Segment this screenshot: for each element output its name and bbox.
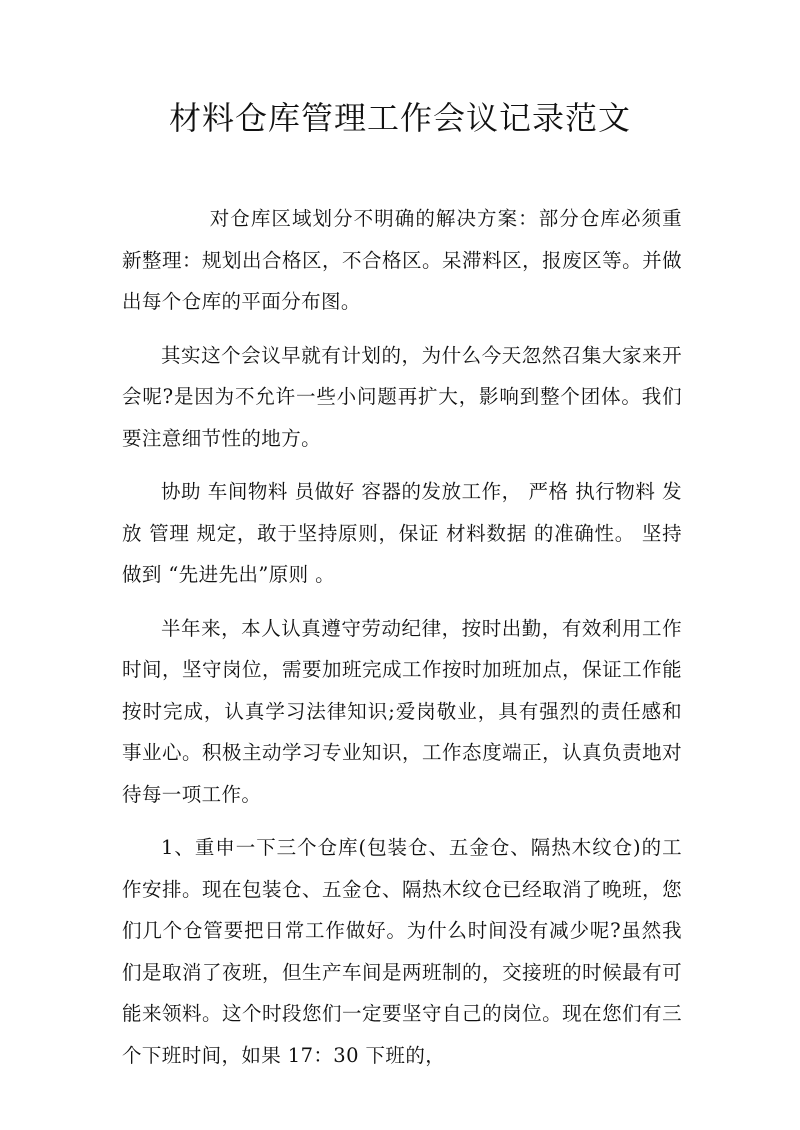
document-body	[122, 198, 682, 1088]
paragraph-warehouse-schedule: 1、重申一下三个仓库(包装仓、五金仓、隔热木纹仓)的工作安排。现在包装仓、五金仓、隔热木纹仓已经取消了晚班，您们几个仓管要把日常工作做好。为什么时间没有减少呢?虽然我们是取消了夜班，但生产车间是两班制的，交接班的时候最有可能来领料。这个时段您们一定要坚守自己的岗位。现在您们有三个下班时间，如果 17：30 下班的，	[122, 836, 682, 1067]
paragraph-warehouse-zoning: 对仓库区域划分不明确的解决方案：部分仓库必须重新整理：规划出合格区，不合格区。呆滞料区，报废区等。并做出每个仓库的平面分布图。	[122, 207, 682, 313]
paragraph-half-year-review: 半年来，本人认真遵守劳动纪律，按时出勤，有效利用工作时间，坚守岗位，需要加班完成工作按时加班加点，保证工作能按时完成，认真学习法律知识;爱岗敬业，具有强烈的责任感和事业心。积极主动学习专业知识，工作态度端正，认真负责地对待每一项工作。	[122, 616, 682, 806]
paragraph-meeting-purpose: 其实这个会议早就有计划的，为什么今天忽然召集大家来开会呢?是因为不允许一些小问题再扩大，影响到整个团体。我们要注意细节性的地方。	[122, 343, 682, 450]
document-title: 材料仓库管理工作会议记录范文	[168, 99, 631, 137]
paragraph-material-distribution: 协助 车间物料 员做好 容器的发放工作， 严格 执行物料 发放 管理 规定，敢于坚持原则，保证 材料数据 的准确性。 坚持 做到 “先进先出”原则 。	[122, 480, 682, 586]
